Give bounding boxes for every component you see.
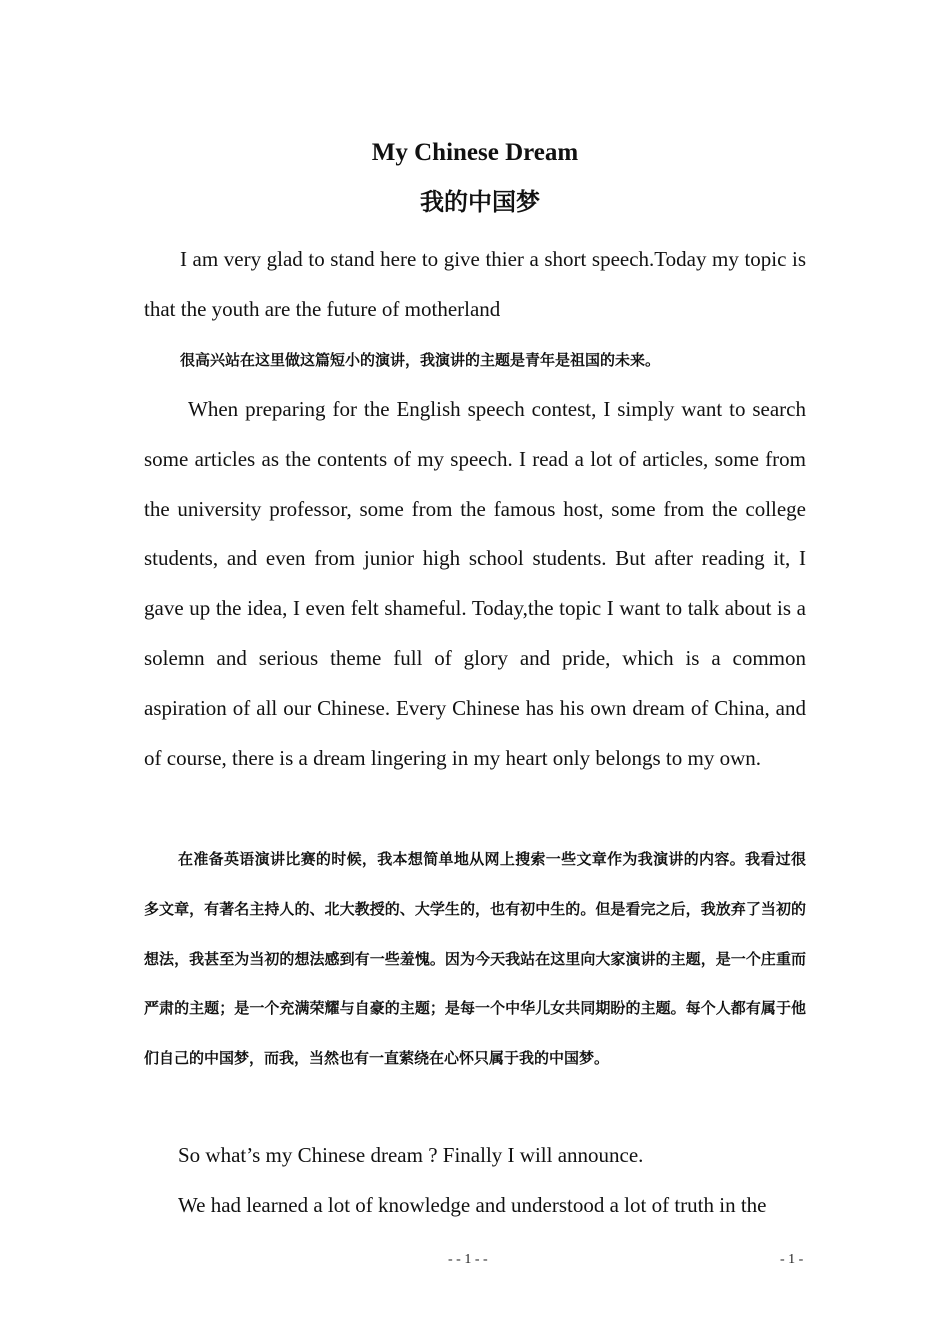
page-number-right: - 1 - — [780, 1252, 804, 1267]
paragraph-intro-en: I am very glad to stand here to give thier a short speech.Today my topic is that the youth are the future of motherland — [144, 247, 806, 321]
paragraph-body-en: When preparing for the English speech contest, I simply want to search some articles as the contents of my speech. I read a lot of articles, some from the university professor, some from the famous host, some from the college students, and even from junior high school students. But after reading it, I gave up the idea, I even felt shameful. Today,the topic I want to talk about is a solemn and serious theme full of glory and pride, which is a common aspiration of all our Chinese. Every Chinese has his own dream of China, and of course, there is a dream lingering in my heart only belongs to my own. — [144, 397, 806, 770]
paragraph-continuation-en: We had learned a lot of knowledge and understood a lot of truth in the — [178, 1193, 767, 1217]
paragraph-question-en: So what’s my Chinese dream ? Finally I will announce. — [178, 1143, 644, 1167]
title-english: My Chinese Dream — [371, 139, 579, 166]
page-number-center: - - 1 - - — [448, 1252, 488, 1267]
title-chinese: 我的中国梦 — [420, 188, 540, 216]
paragraph-body-cn: 在准备英语演讲比赛的时候，我本想简单地从网上搜索一些文章作为我演讲的内容。我看过很多文章，有著名主持人的、北大教授的、大学生的，也有初中生的。但是看完之后，我放弃了当初的想法，我甚至为当初的想法感到有一些羞愧。因为今天我站在这里向大家演讲的主题，是一个庄重而严肃的主题；是一个充满荣耀与自豪的主题；是每一个中华儿女共同期盼的主题。每个人都有属于他们自己的中国梦，而我，当然也有一直萦绕在心怀只属于我的中国梦。 — [144, 850, 806, 1068]
paragraph-intro-cn: 很高兴站在这里做这篇短小的演讲，我演讲的主题是青年是祖国的未来。 — [180, 351, 661, 369]
